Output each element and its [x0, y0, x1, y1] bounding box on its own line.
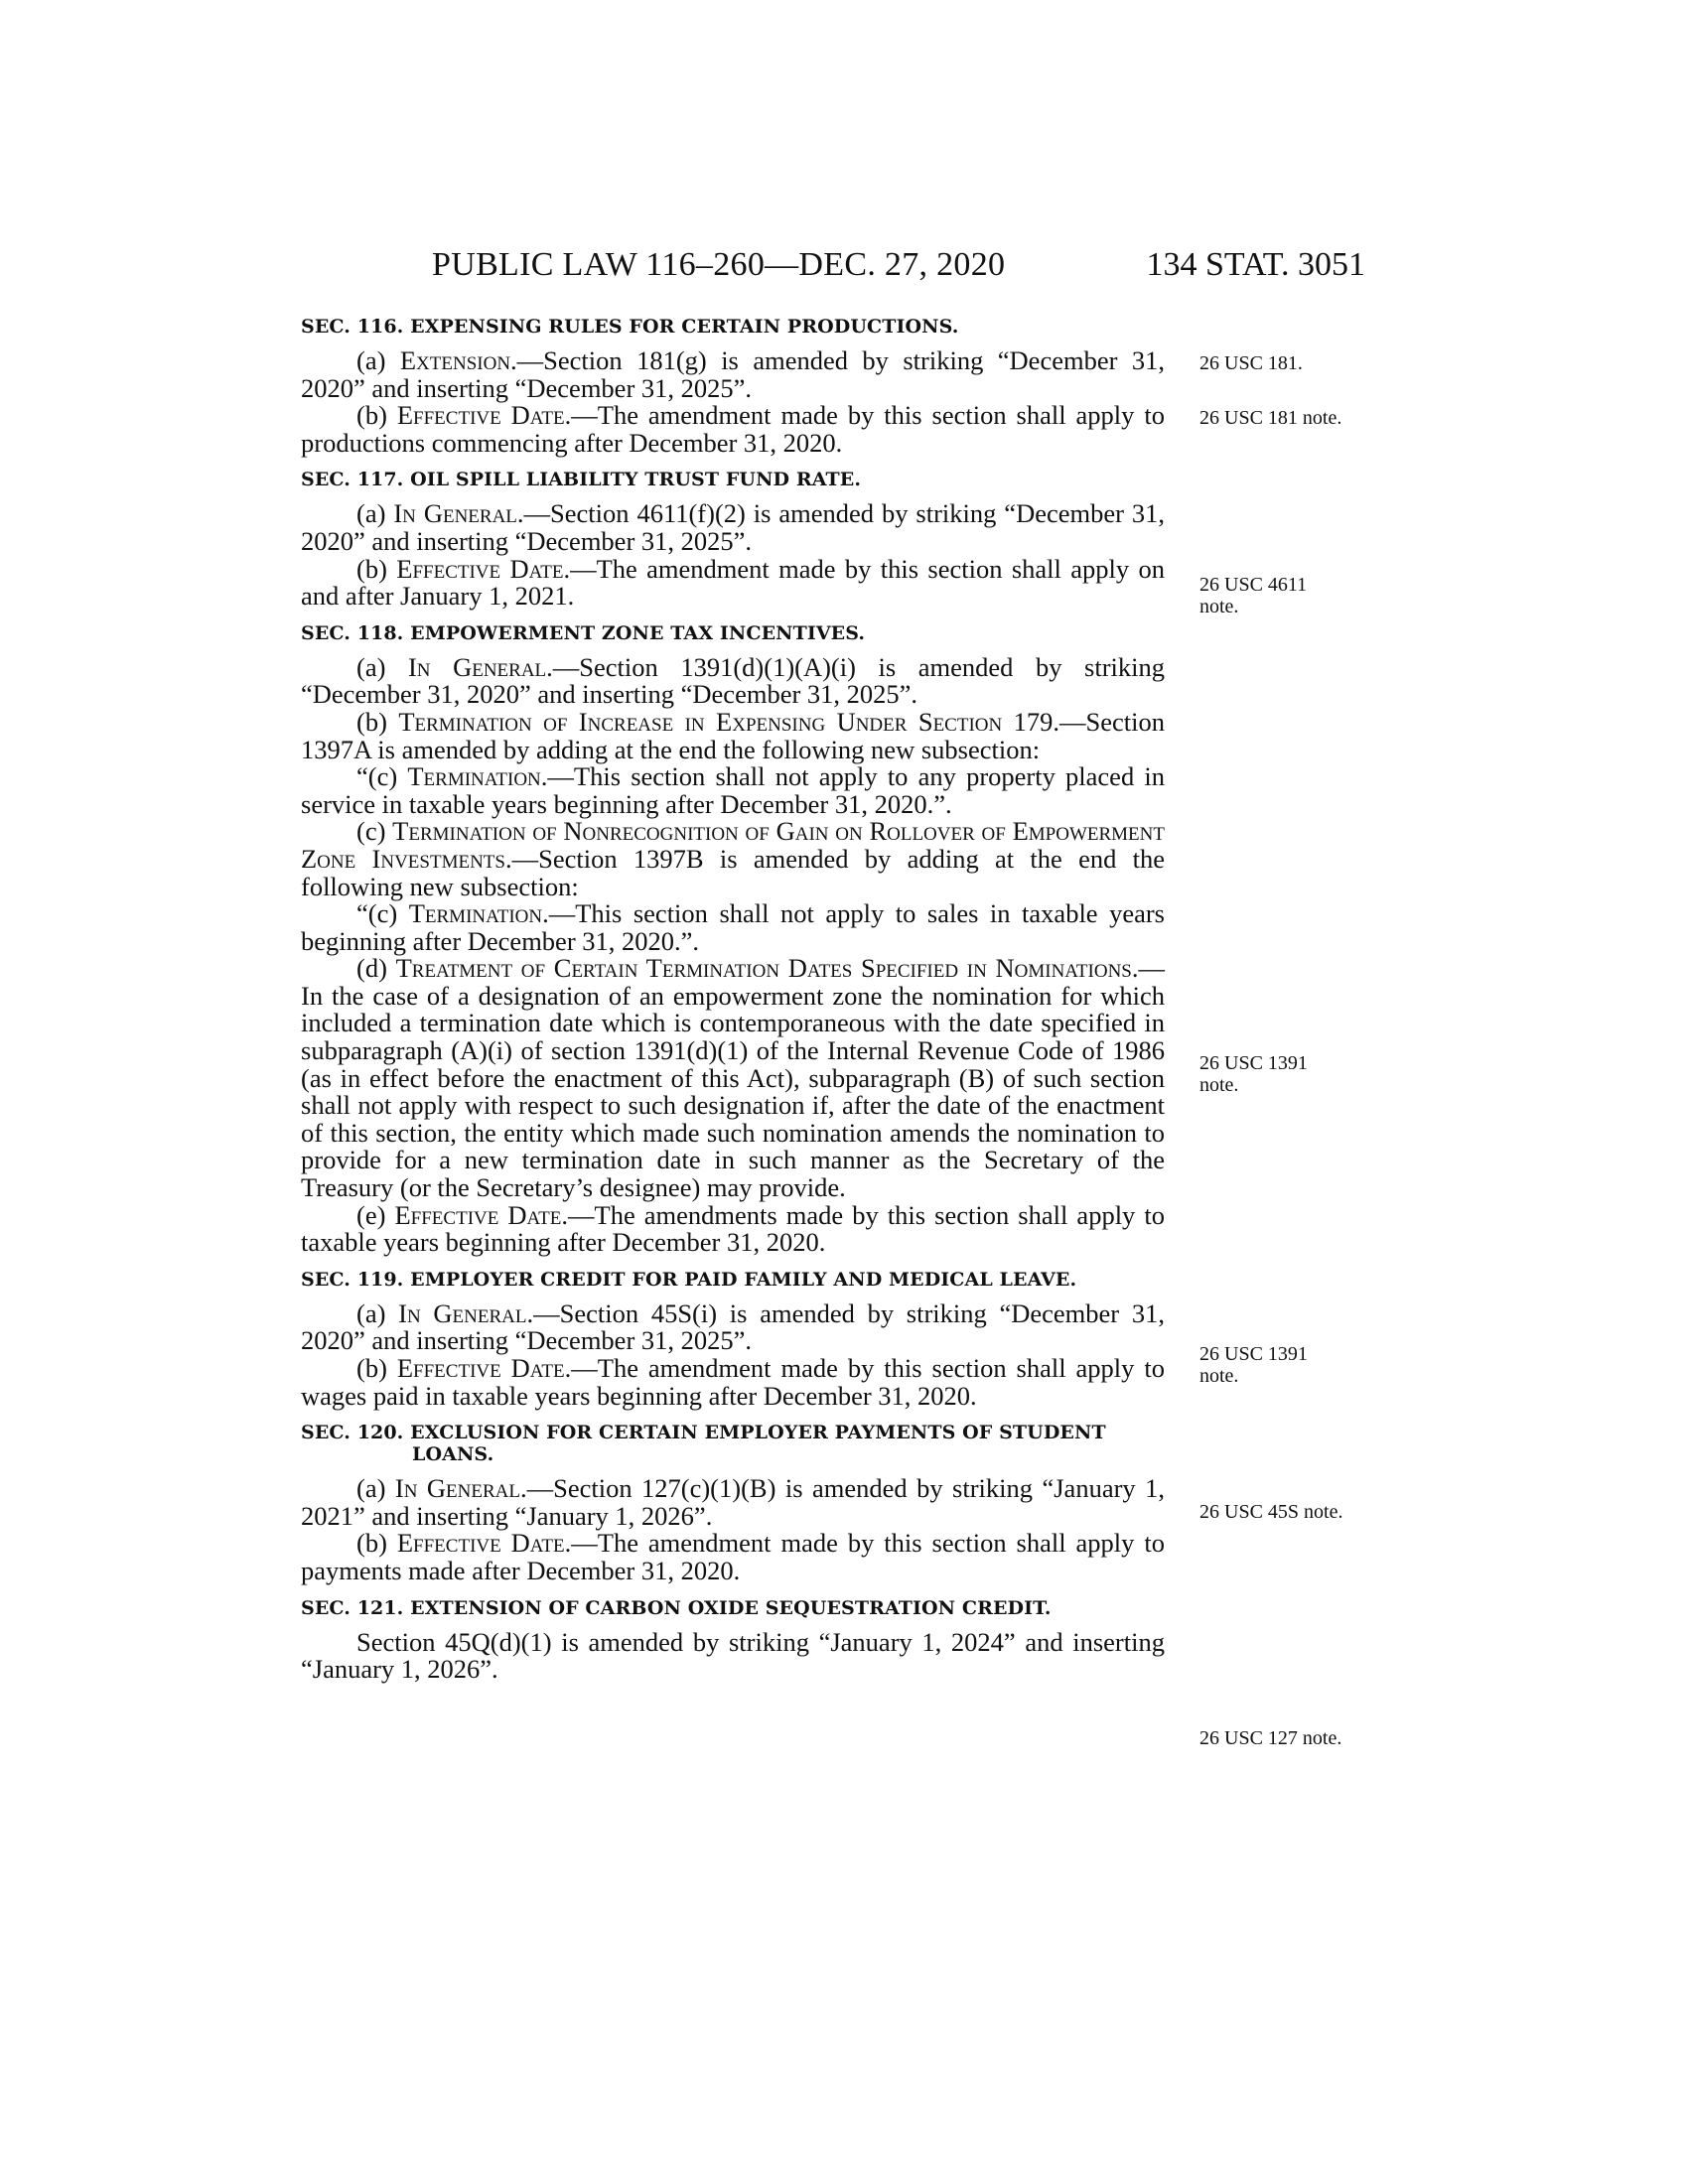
margin-note-26usc45s-note: 26 USC 45S note.	[1199, 1501, 1343, 1523]
margin-note-26usc181: 26 USC 181.	[1199, 352, 1303, 374]
section-120-heading: SEC. 120. EXCLUSION FOR CERTAIN EMPLOYER PAYMENTS OF STUDENT LOANS.	[301, 1422, 1106, 1466]
section-118-a: (a) In General.—Section 1391(d)(1)(A)(i) is amended by striking “December 31, 2020” and inserting “December 31, 2025”.	[301, 651, 1165, 710]
section-119-a: (a) In General.—Section 45S(i) is amended by striking “December 31, 2020” and inserting “December 31, 2025”.	[301, 1297, 1165, 1356]
margin-note-26usc4611-note: 26 USC 4611 note.	[1199, 574, 1308, 617]
margin-note-26usc1391-note-e: 26 USC 1391 note.	[1199, 1343, 1308, 1387]
margin-note-26usc127-note: 26 USC 127 note.	[1199, 1727, 1342, 1749]
section-117-heading: SEC. 117. OIL SPILL LIABILITY TRUST FUND RATE.	[301, 469, 862, 491]
section-118-b-quote: “(c) Termination.—This section shall not apply to any property placed in service in taxable years beginning after December 31, 2020.”.	[301, 761, 1165, 819]
section-116-a: (a) Extension.—Section 181(g) is amended by striking “December 31, 2020” and inserting “December 31, 2025”.	[301, 345, 1165, 403]
section-119-b: (b) Effective Date.—The amendment made by this section shall apply to wages paid in taxable years beginning after December 31, 2020.	[301, 1353, 1165, 1411]
page-header	[432, 246, 1365, 296]
section-121-text: Section 45Q(d)(1) is amended by striking “January 1, 2024” and inserting “January 1, 2026”.	[301, 1626, 1165, 1685]
section-117-b: (b) Effective Date.—The amendment made by this section shall apply on and after January 1, 2021.	[301, 553, 1166, 612]
section-116-b: (b) Effective Date.—The amendment made by this section shall apply to productions commencing after December 31, 2020.	[301, 400, 1165, 458]
section-119-heading: SEC. 119. EMPLOYER CREDIT FOR PAID FAMILY AND MEDICAL LEAVE.	[301, 1268, 1077, 1291]
document-body	[301, 316, 1165, 1684]
margin-note-26usc181-note: 26 USC 181 note.	[1199, 407, 1342, 429]
section-118-c-quote: “(c) Termination.—This section shall not apply to sales in taxable years beginning after December 31, 2020.”.	[301, 898, 1165, 956]
section-118-e: (e) Effective Date.—The amendments made by this section shall apply to taxable years beginning after December 31, 2020.	[301, 1199, 1165, 1258]
margin-note-26usc1391-note-d: 26 USC 1391 note.	[1199, 1052, 1308, 1096]
section-121-heading: SEC. 121. EXTENSION OF CARBON OXIDE SEQUESTRATION CREDIT.	[301, 1596, 1052, 1619]
section-118-c: (c) Termination of Nonrecognition of Gain on Rollover of Empowerment Zone Investments.—Section 1397B is amended by adding at the end the following new subsection:	[301, 816, 1165, 901]
section-120-a: (a) In General.—Section 127(c)(1)(B) is amended by striking “January 1, 2021” and inserting “January 1, 2026”.	[301, 1473, 1165, 1531]
section-118-d: (d) Treatment of Certain Termination Dates Specified in Nominations.—In the case of a designation of an empowerment zone the nomination for which included a termination date which is contemporaneous with the date specified in subparagraph (A)(i) of section 1391(d)(1) of the Internal Revenue Code of 1986 (as in effect before the enactment of this Act), subparagraph (B) of such section shall not apply with respect to such designation if, after the date of the enactment of this section, the entity which made such nomination amends the nomination to provide for a new termination date in such manner as the Secretary of the Treasury (or the Secretary’s designee) may provide.	[301, 953, 1165, 1203]
public-law-title: PUBLIC LAW 116–260—DEC. 27, 2020	[432, 246, 1006, 283]
section-116-heading: SEC. 116. EXPENSING RULES FOR CERTAIN PRODUCTIONS.	[301, 316, 959, 338]
section-118-heading: SEC. 118. EMPOWERMENT ZONE TAX INCENTIVES.	[301, 621, 866, 644]
statute-page-number: 134 STAT. 3051	[1146, 246, 1365, 283]
section-118-b: (b) Termination of Increase in Expensing Under Section 179.—Section 1397A is amended by adding at the end the following new subsection:	[301, 706, 1165, 764]
section-117-a: (a) In General.—Section 4611(f)(2) is amended by striking “December 31, 2020” and inserting “December 31, 2025”.	[301, 498, 1165, 556]
section-120-b: (b) Effective Date.—The amendment made by this section shall apply to payments made after December 31, 2020.	[301, 1528, 1165, 1585]
